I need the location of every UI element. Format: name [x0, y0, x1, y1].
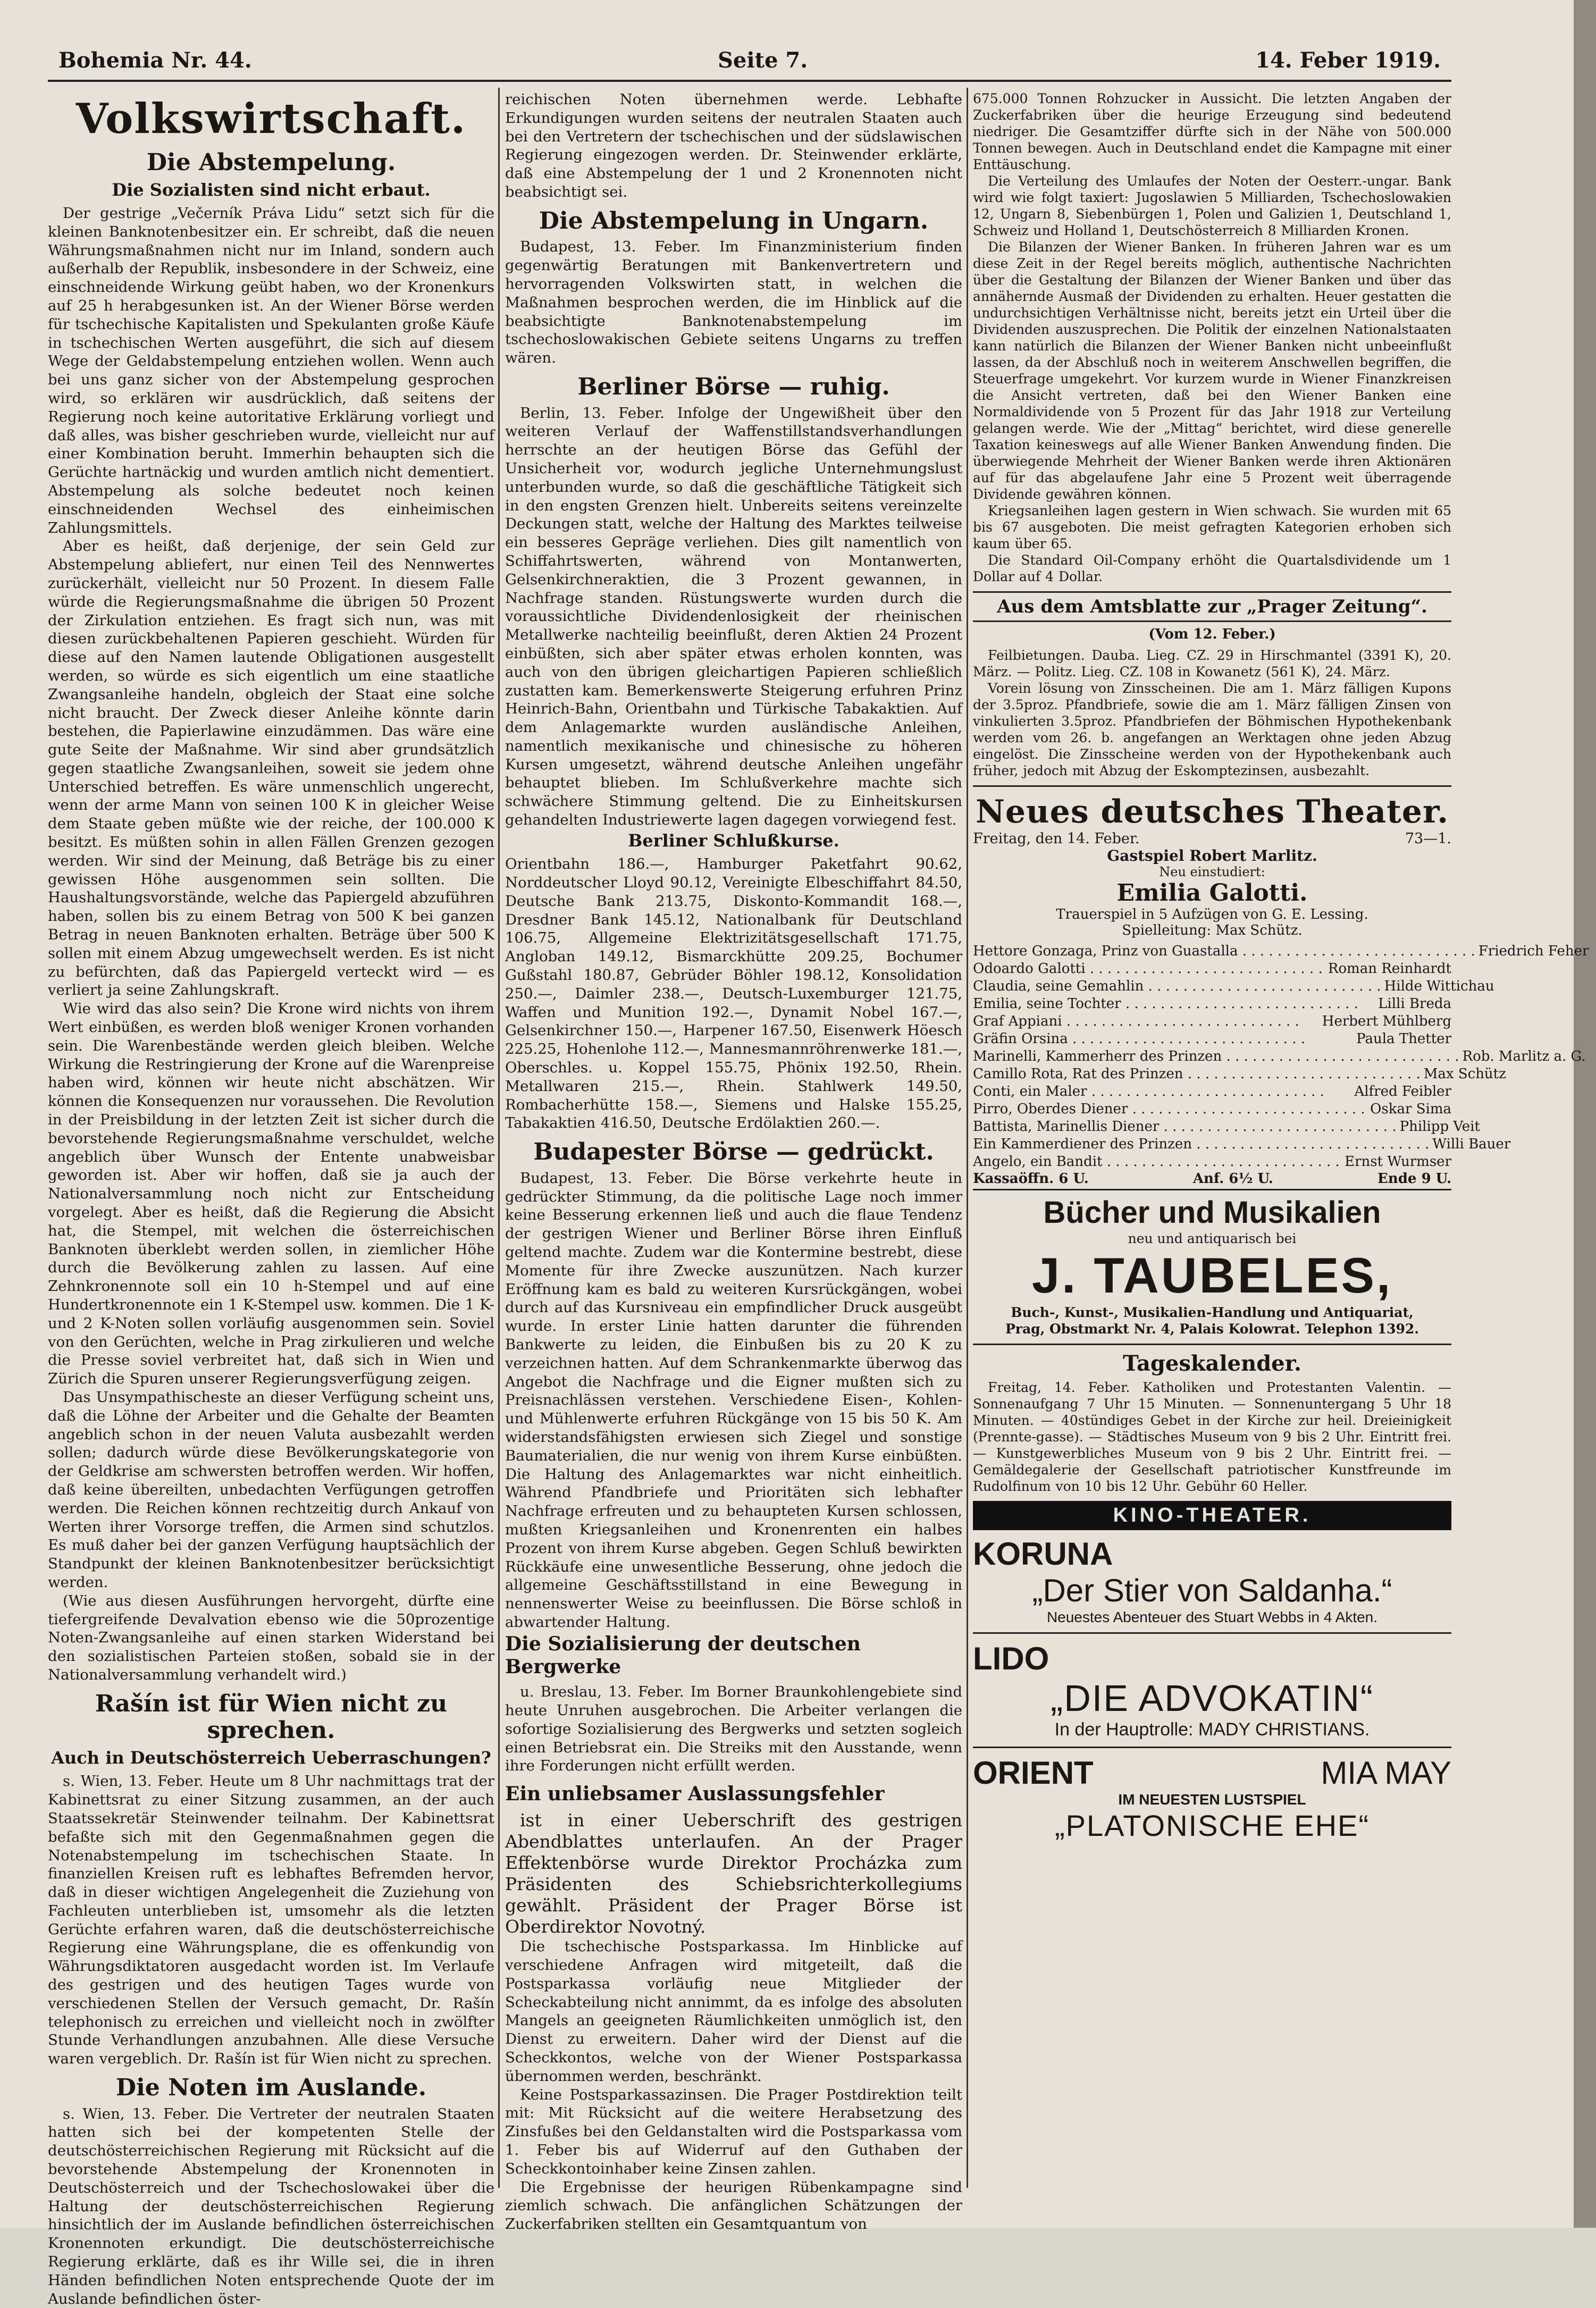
theater-guest: Gastspiel Robert Marlitz.: [1107, 847, 1317, 865]
article-paragraph: Die Ergebnisse der heurigen Rübenkampagne sind ziemlich schwach. Die anfänglichen Schätzungen der Zuckerfabriken stellten ein Gesamtquantum von: [505, 2178, 962, 2233]
cast-actor: Paula Thetter: [1356, 1031, 1451, 1047]
theater-end: Ende 9 U.: [1377, 1171, 1451, 1187]
cast-row: [973, 978, 1494, 995]
theater-new: Neu einstudiert:: [1159, 865, 1265, 880]
cast-row: [973, 1013, 1451, 1030]
cast-actor: Willi Bauer: [1432, 1136, 1511, 1153]
calendar-paragraph: Freitag, 14. Feber. Katholiken und Protestanten Valentin. — Sonnenaufgang 7 Uhr 15 Minuten. — Sonnenuntergang 5 Uhr 18 Minuten. — 40stündiges Gebet in der Kirche zur heil. Dreieinigkeit (Prennte-gasse). — Städtisches Museum von 9 bis 2 Uhr. Eintritt frei. — Kunstgewerbliches Museum von 9 bis 2 Uhr. Eintritt frei. — Gemäldegalerie der Gesellschaft patriotischer Kunstfreunde im Rudolfinum von 10 bis 12 Uhr. Gebühr 60 Heller.: [973, 1380, 1451, 1495]
cinema-banner: KINO-THEATER.: [973, 1501, 1451, 1530]
cast-role: Graf Appiani . . .: [973, 1013, 1319, 1030]
article-subtitle: Auch in Deutschösterreich Ueberraschungen?: [51, 1747, 491, 1768]
article-subtitle: Die Sozialisten sind nicht erbaut.: [112, 179, 431, 200]
film-subtitle: IM NEUESTEN LUSTSPIEL: [1118, 1791, 1306, 1808]
cast-role: Camillo Rota, Rat des Prinzen . . .: [973, 1065, 1421, 1083]
column-separator: [498, 88, 500, 2188]
article-paragraph: Die Verteilung des Umlaufes der Noten der Oesterr.-ungar. Bank wird wie folgt taxiert: Jugoslawien 5 Milliarden, Tschechoslowakien 12, Ungarn 8, Siebenbürgen 1, Polen und Galizien 1, Deutschland 1, Schweiz und Holland 1, Deutschösterreich 8 Milliarden Kronen.: [973, 173, 1451, 238]
page-header: [58, 43, 1441, 85]
article-paragraph: Budapest, 13. Feber. Im Finanzministerium finden gegenwärtig Beratungen mit Bankenvertretern und hervorragenden Volkswirten statt, in welchen die Maßnahmen besprochen werden, die im Hinblick auf die beabsichtigte Banknotenabstempelung im tschechoslowakischen Gebiete seitens Ungarns zu treffen wären.: [505, 238, 962, 367]
cast-role: Angelo, ein Bandit . . .: [973, 1153, 1341, 1171]
cast-row: [973, 960, 1451, 978]
film-title: „PLATONISCHE EHE“: [1054, 1809, 1370, 1843]
cast-actor: Ernst Wurmser: [1345, 1154, 1451, 1170]
cast-row: [973, 1136, 1511, 1153]
cinema-name: ORIENT: [973, 1755, 1094, 1791]
article-title: Ein unliebsamer Auslassungsfehler: [505, 1783, 885, 1806]
cast-actor: Roman Reinhardt: [1328, 961, 1451, 977]
theater-name: Neues deutsches Theater.: [976, 793, 1449, 831]
cast-actor: Philipp Veit: [1399, 1119, 1480, 1135]
cast-row: [973, 1118, 1480, 1136]
article-paragraph: Wie wird das also sein? Die Krone wird nichts von ihrem Wert einbüßen, es werden bloß weniger Kronen vorhanden sein. Die Warenbestände werden gleich bleiben. Welche Wirkung die Restringierung der Krone auf die Warenpreise haben wird, können wir heute nicht abschätzen. Wir können die Konsequenzen nur voraussehen. Die Revolution in der Preisbildung in der letzten Zeit ist sicher durch die bevorstehende Regierungsmaßnahme verschuldet, welche angeblich über Wunsch der Entente unabweisbar geworden ist. Aber wir hoffen, daß sie ja auch der Nationalversammlung noch nicht zur Entscheidung vorgelegt. Aber es heißt, daß die Regierung die Absicht hat, die Stempel, mit welchen die österreichischen Banknoten überklebt werden sollen, in ziemlicher Höhe durch die Bevölkerung zahlen zu lassen. Auf eine Zehnkronennote soll ein 10 h-Stempel und auf eine Hundertkronennote ein 1 K-Stempel usw. kommen. Die 1 K- und 2 K-Noten sollen vorläufig ausgenommen sein. Soviel von den Gerüchten, welche in Prag zirkulieren und welche die Presse soviel verbreitet hat, daß sich in Wien und Zürich die Spuren unserer Regierungsverfügung zeigen.: [48, 1000, 494, 1388]
article-paragraph: Aber es heißt, daß derjenige, der sein Geld zur Abstempelung abliefert, nur einen Teil des Nennwertes zurückerhält, vielleicht nur 50 Prozent. In diesem Falle würde die Regierungsmaßnahme die übrigen 50 Prozent der Zirkulation entziehen. Es fragt sich nun, was mit diesen zurückbehaltenen Papieren geschieht. Würden für diese auf den Namen lautende Obligationen ausgestellt werden, so würde es sich eigentlich um eine staatliche Zwangsanleihe handeln, obgleich der Staat eine solche nicht braucht. Der Zweck dieser Anleihe könnte darin bestehen, die Papierlawine einzudämmen. Das wäre eine gute Seite der Maßnahme. Wir sind aber grundsätzlich gegen staatliche Zwangsanleihen, soweit sie jedem ohne Unterschied betreffen. Es wäre unmenschlich ungerecht, wenn der arme Mann von seinen 100 K in gleicher Weise dem Staate geben müßte wie der reiche, der 100.000 K besitzt. Es müßten sohin in allen Fällen Grenzen gezogen werden. Wir sind der Meinung, daß Beträge bis zu einer gewissen Höhe ausgenommen sein sollten. Die Haushaltungsvorstände, welche das Papiergeld abzuführen haben, sollen bis zu einem Betrag von 500 K bei ganzen Betrag in neuen Banknoten erhalten. Beträge über 500 K sollen mit einem Abzug umgewechselt werden. Es ist nicht zu befürchten, daß das Papiergeld verteckt wird — es verliert ja seine Zahlungskraft.: [48, 538, 494, 999]
article-paragraph: Die Standard Oil-Company erhöht die Quartalsdividende um 1 Dollar auf 4 Dollar.: [973, 552, 1451, 584]
cast-role: Emilia, seine Tochter . . .: [973, 995, 1375, 1013]
film-title: „DIE ADVOKATIN“: [1050, 1677, 1374, 1719]
bookstore-address: Prag, Obstmarkt Nr. 4, Palais Kolowrat. Telephon 1392.: [1005, 1321, 1419, 1337]
stock-quotes: Orientbahn 186.—, Hamburger Paketfahrt 90.62, Norddeutscher Lloyd 90.12, Vereinigte Elbeschiffahrt 84.50, Deutsche Bank 213.75, Diskonto-Kommandit 168.—, Dresdner Bank 145.12, Nationalbank für Deutschland 106.75, Allgemeine Elektrizitätsgesellschaft 171.75, Angloban 149.12, Bismarckhütte 209.25, Bochumer Gußstahl 180.87, Gebrüder Böhler 198.12, Konsolidation 250.—, Daimler 238.—, Deutsch-Luxemburger 121.75, Waffen und Munition 192.—, Dynamit Nobel 167.—, Gelsenkirchner 150.—, Harpener 167.50, Eisenwerk Höesch 225.25, Hohenlohe 112.—, Mannesmannröhrenwerke 181.—, Oberschles. u. Koppel 155.75, Phönix 192.50, Rhein. Metallwaren 215.—, Rhein. Stahlwerk 149.50, Rombacherhütte 158.—, Siemens und Halske 155.25, Tabakaktien 416.50, Deutsche Erdölaktien 260.—.: [505, 855, 962, 1132]
column-1: [48, 90, 494, 2307]
article-title: Die Abstempelung in Ungarn.: [539, 207, 929, 234]
theater-date: Freitag, den 14. Feber.: [973, 830, 1140, 847]
column-2: [505, 90, 962, 2233]
theater-director: Spielleitung: Max Schütz.: [1122, 922, 1303, 939]
article-title: Die Abstempelung.: [146, 149, 396, 176]
article-title: Berliner Börse — ruhig.: [577, 373, 890, 400]
theater-times: [973, 1171, 1451, 1190]
cast-role: Pirro, Oberdes Diener . . .: [973, 1101, 1367, 1118]
cast-row: [973, 1030, 1451, 1048]
bookstore-name: J. TAUBELES,: [1031, 1247, 1393, 1304]
official-gazette-date: (Vom 12. Feber.): [1148, 626, 1276, 642]
article-paragraph: Keine Postsparkassazinsen. Die Prager Postdirektion teilt mit: Mit Rücksicht auf die weitere Herabsetzung des Zinsfußes bei den Geldanstalten wird die Postsparkassa vom 1. Feber bis auf Widerruf auf den Guthaben der Scheckkontoinhaber keine Zinsen zahlen.: [505, 2086, 962, 2177]
theater-number: 73—1.: [1405, 830, 1451, 847]
divider: [973, 1632, 1451, 1634]
divider: [973, 1344, 1451, 1345]
article-title: Budapester Börse — gedrückt.: [533, 1138, 934, 1166]
official-gazette-title: Aus dem Amtsblatte zur „Prager Zeitung“.: [973, 591, 1451, 622]
column-3: [973, 90, 1589, 2190]
cast-actor: Hilde Wittichau: [1384, 978, 1494, 995]
theater-play: Emilia Galotti.: [1116, 879, 1308, 907]
article-paragraph: reichischen Noten übernehmen werde. Lebhafte Erkundigungen wurden seitens der neutralen Staaten auch bei den Vertretern der tschechischen und der südslawischen Regierung eingezogen werden. Dr. Steinwender erklärte, daß eine Abstempelung der 1 und 2 Kronennoten nicht beabsichtigt sei.: [505, 91, 962, 200]
cast-role: Ein Kammerdiener des Prinzen . . .: [973, 1136, 1429, 1153]
article-title: Die Sozialisierung der deutschen Bergwerke: [505, 1632, 861, 1678]
bookstore-line: Buch-, Kunst-, Musikalien-Handlung und Antiquariat,: [1011, 1305, 1414, 1321]
article-paragraph: ist in einer Ueberschrift des gestrigen Abendblattes unterlaufen. An der Prager Effektenbörse wurde Direktor Procházka zum Präsidenten des Schiebsrichterkollegiums gewählt. Präsident der Prager Börse ist Oberdirektor Novotný.: [505, 1810, 962, 1937]
film-subtitle: In der Hauptrolle: MADY CHRISTIANS.: [1054, 1719, 1370, 1740]
article-title: Die Noten im Auslande.: [115, 2074, 427, 2102]
divider: [973, 785, 1451, 787]
article-title: Rašín ist für Wien nicht zu sprechen.: [95, 1690, 448, 1744]
cast-role: Battista, Marinellis Diener . . .: [973, 1118, 1397, 1136]
cast-row: [973, 1101, 1451, 1118]
film-subtitle: Neuestes Abenteuer des Stuart Webbs in 4 Akten.: [1046, 1609, 1378, 1626]
cinema-name: KORUNA: [973, 1536, 1113, 1572]
article-subtitle: Berliner Schlußkurse.: [628, 830, 839, 851]
cast-row: [973, 943, 1589, 960]
cast-row: [973, 1153, 1451, 1171]
cast-row: [973, 1083, 1451, 1101]
article-paragraph: 675.000 Tonnen Rohzucker in Aussicht. Die letzten Angaben der Zuckerfabriken über die heurige Erzeugung sind bedeutend niedriger. Die Gesamtziffer dürfte sich in der Nähe von 500.000 Tonnen bewegen. Auch in Deutschland endet die Kampagne mit einer Enttäuschung.: [973, 91, 1451, 172]
bookstore-ad: [973, 1195, 1451, 1337]
bookstore-title: Bücher und Musikalien: [1043, 1195, 1381, 1230]
header-page-number: Seite 7.: [718, 48, 808, 73]
header-issue: Bohemia Nr. 44.: [58, 48, 252, 73]
theater-start: Anf. 6½ U.: [1192, 1171, 1273, 1187]
article-paragraph: (Wie aus diesen Ausführungen hervorgeht, dürfte eine tiefergreifende Devalvation ebenso wie die 50prozentige Noten-Zwangsanleihe auf einen starken Widerstand bei den sozialistischen Parteien stoßen, sobald sie in der Nationalversammlung verhandelt wird.): [48, 1592, 494, 1683]
article-paragraph: Die Bilanzen der Wiener Banken. In früheren Jahren war es um diese Zeit in der Regel bereits möglich, authentische Nachrichten über die Gestaltung der Bilanzen der Wiener Banken und über das annähernde Ausmaß der Dividenden zu erhalten. Heuer gestatten die undurchsichtigen Verhältnisse nicht, bereits jetzt ein Urteil über die Dividenden auszusprechen. Die Politik der einzelnen Nationalstaaten kann natürlich die Bilanzen der Wiener Banken nicht unbeeinflußt lassen, da der Abschluß noch in weiterem Anschwellen begriffen, die Steuerfrage umgekehrt. Vor kurzem wurde in Wiener Finanzkreisen die Ansicht vertreten, daß bei den Wiener Banken eine Normaldividende von 5 Prozent für das Jahr 1918 zur Verteilung gelangen werde. Wie der „Mittag“ berichtet, wird diese generelle Taxation keineswegs auf alle Wiener Banken Anwendung finden. Die überwiegende Mehrheit der Wiener Banken werde ihren Aktionären auf für das abgelaufene Jahr eine 5 Prozent weit überragende Dividende gewähren können.: [973, 239, 1451, 502]
cinema-row: [973, 1755, 1451, 1791]
header-rule: [48, 80, 1451, 82]
cast-role: Gräfin Orsina . . .: [973, 1030, 1353, 1048]
article-paragraph: Der gestrige „Večerník Práva Lidu“ setzt sich für die kleinen Banknotenbesitzer ein. Er schreibt, daß die neuen Währungsmaßnahmen nicht nur im Inland, sondern auch außerhalb der Republik, insbesondere in der Schweiz, eine einschneidende Wirkung geübt haben, wo der Kronenkurs auf 25 h herabgesunken ist. An der Wiener Börse werden für tschechische Kapitalisten und Spekulanten große Käufe in tschechischen Werten ausgeführt, die sich auf diesem Wege der Geldabstempelung entziehen wollen. Wenn auch bei uns ganz sicher von der Abstempelung gesprochen wird, so erklären wir ausdrücklich, daß seitens der Regierung noch keine autoritative Erklärung vorliegt und daß alles, was bisher geschrieben wurde, vielleicht nur auf einer Kombination beruht. Immerhin behaupten sich die Gerüchte hartnäckig und wurden amtlich nicht dementiert. Abstempelung als solche bedeutet noch keinen einschneidenden Wechsel des einheimischen Zahlungsmittels.: [48, 204, 494, 536]
cast-role: Odoardo Galotti . . .: [973, 960, 1325, 978]
page-edge: [1574, 0, 1596, 2228]
section-title: Volkswirtschaft.: [75, 95, 467, 143]
article-paragraph: Budapest, 13. Feber. Die Börse verkehrte heute in gedrückter Stimmung, da die politische Lage noch immer keine Besserung erkennen ließ und auch die flaue Tendenz der gestrigen Wiener und Berliner Börse ihren Einfluß geltend machte. Zudem war die Kontermine bestrebt, diese Momente für ihre Zwecke auszunützen. Nach kurzer Eröffnung kam es bald zu weiteren Kursrückgängen, wobei durch auf das Kursniveau ein empfindlicher Druck ausgeübt wurde. In erster Linie hatten darunter die führenden Bankwerte zu leiden, die Einbußen bis zu 20 K zu verzeichnen hatten. Auf dem Schrankenmarkte überwog das Angebot die Nachfrage und die Eigner mußten sich zu Preisnachlässen verstehen. Verschiedene Eisen-, Kohlen- und Mühlenwerte erfuhren Rückgänge von 15 bis 50 K. Am widerstandsfähigsten erwiesen sich Ziegel und sonstige Baumaterialien, die nur wenig von ihrem Kurse einbüßten. Die Haltung des Anlagemarktes war nicht einheitlich. Während Pfandbriefe und Prioritäten sich lebhafter Nachfrage erfreuten und zu behaupteten Kursen schlossen, mußten Kriegsanleihen und Kronenrenten ein halbes Prozent von ihrem Kurse abgeben. Gegen Schluß bewirkten Rückkäufe eine unwesentliche Besserung, ohne jedoch die allgemeine Geschäftsstillstand in eine Bewegung in nennenswerter Weise zu beeinflussen. Die Börse schloß in abwartender Haltung.: [505, 1169, 962, 1631]
theater-box-office: Kassaöffn. 6 U.: [973, 1171, 1089, 1187]
article-paragraph: s. Wien, 13. Feber. Die Vertreter der neutralen Staaten hatten sich bei der kompetenten Stelle der deutschösterreichischen Regierung mit Rücksicht auf die bevorstehende Abstempelung der Kronennoten in Deutschösterreich und der Tschechoslowakei über die Haltung der deutschösterreichischen Regierung hinsichtlich der im Auslande befindlichen österreichischen Kronennoten erkundigt. Die deutschösterreichische Regierung erklärte, daß es ihr Wille sei, die in ihren Händen befindlichen Noten entsprechende Quote der im Auslande befindlichen öster-: [48, 2105, 494, 2307]
header-date: 14. Feber 1919.: [1255, 48, 1441, 73]
cast-actor: Rob. Marlitz a. G.: [1462, 1048, 1586, 1065]
bookstore-subtitle: neu und antiquarisch bei: [1128, 1231, 1297, 1247]
article-paragraph: Die tschechische Postsparkassa. Im Hinblicke auf verschiedene Anfragen wird mitgeteilt, daß die Postsparkassa vorläufig neue Mitglieder der Scheckabteilung nicht annimmt, da es infolge des absoluten Mangels an geeigneten Räumlichkeiten unmöglich ist, den Dienst zu erweitern. Daher wird der Dienst auf die Scheckkontos, welche von der Wiener Postsparkassa übernommen werden, beschränkt.: [505, 1938, 962, 2085]
cast-actor: Herbert Mühlberg: [1322, 1013, 1451, 1030]
cast-row: [973, 995, 1451, 1013]
cast-actor: Oskar Sima: [1370, 1101, 1451, 1118]
cast-role: Hettore Gonzaga, Prinz von Guastalla . . .: [973, 943, 1475, 960]
article-paragraph: u. Breslau, 13. Feber. Im Borner Braunkohlengebiete sind heute Unruhen ausgebrochen. Die Arbeiter verlangen die sofortige Sozialisierung des Bergwerks und setzten sogleich einen Betriebsrat ein. Die Streiks mit den Ausstande, wenn ihre Forderungen nicht erfüllt werden.: [505, 1683, 962, 1775]
cast-role: Claudia, seine Gemahlin . . .: [973, 978, 1381, 995]
theater-description: Trauerspiel in 5 Aufzügen von G. E. Lessing.: [1056, 907, 1368, 923]
film-title: „Der Stier von Saldanha.“: [1032, 1573, 1392, 1609]
film-star: MIA MAY: [1321, 1755, 1451, 1791]
cast-row: [973, 1065, 1506, 1083]
divider: [973, 1747, 1451, 1748]
cinema-name: LIDO: [973, 1641, 1049, 1677]
article-paragraph: Vorein lösung von Zinsscheinen. Die am 1. März fälligen Kupons der 3.5proz. Pfandbriefe, sowie die am 1. März fälligen Zinsen von vinkulierten 3.5proz. Pfandbriefen der Böhmischen Hypothekenbank werden vom 26. b. angefangen an Werktagen ohne jeden Abzug eingelöst. Die Zinsscheine werden von der Hypothekenbank auch früher, jedoch mit Abzug der Eskomptezinsen, ausbezahlt.: [973, 681, 1451, 779]
article-paragraph: Das Unsympathischeste an dieser Verfügung scheint uns, daß die Löhne der Arbeiter und die Gehalte der Beamten angeblich schon in der neuen Valuta ausbezahlt werden sollen; dadurch würde diese Bevölkerungskategorie von der Geldkrise am schwersten betroffen werden. Wir hoffen, daß keine übereilten, unbedachten Verfügungen getroffen werden. Die Reichen können rechtzeitig durch Ankauf von Werten ihrer Vorsorge treffen, die Armen sind schutzlos. Es muß daher bei der ganzen Verfügung hauptsächlich der Standpunkt der kleinen Banknotenbesitzer berücksichtigt werden.: [48, 1388, 494, 1591]
theater-ad: [973, 793, 1451, 938]
cast-actor: Alfred Feibler: [1354, 1084, 1451, 1100]
article-paragraph: s. Wien, 13. Feber. Heute um 8 Uhr nachmittags trat der Kabinettsrat zu einer Sitzung zusammen, an der auch Staatssekretär Steinwender teilnahm. Der Kabinettsrat befaßte sich mit den Gegenmaßnahmen gegen die Notenabstempelung im tschechischen Staate. In finanziellen Kreisen ruft es lebhaftes Befremden hervor, daß in dieser wichtigen Angelegenheit die Zuziehung von Fachleuten unterblieben ist, umsomehr als die letzten Gerüchte erfahren waren, daß die deutschösterreichische Regierung eine Währungsplane, die es offenkundig von Währungsdiktatoren ausgedacht worden ist. Im Verlaufe des gestrigen und des heutigen Tages wurde von verschiedenen Stellen der Versuch gemacht, Dr. Rašín telephonisch zu erreichen und vielleicht noch in zwölfter Stunde Verhandlungen anzubahnen. Alle diese Versuche waren vergeblich. Dr. Rašín ist für Wien nicht zu sprechen.: [48, 1773, 494, 2068]
cast-actor: Lilli Breda: [1378, 996, 1451, 1012]
article-paragraph: Berlin, 13. Feber. Infolge der Ungewißheit über den weiteren Verlauf der Waffenstillstandsverhandlungen herrschte an der heutigen Börse das Gefühl der Unsicherheit vor, wodurch jegliche Unternehmungslust unterbunden wurde, so daß die geschäftliche Tätigkeit sich in den engsten Grenzen hielt. Unbereits seitens vereinzelte Deckungen statt, welche der Haltung des Marktes teilweise ein besseres Gepräge verliehen. Dies gilt namentlich von Schiffahrtswerten, während von Montanwerten, Gelsenkirchneraktien, die 3 Prozent gewannen, in Nachfrage standen. Rüstungswerte wurden durch die voraussichtliche Dividendenlosigkeit der rheinischen Metallwerke nachteilig beeinflußt, deren Aktien 24 Prozent einbüßten, sich aber später etwas erholen konnten, was auch von den übrigen gleichartigen Papieren schließlich zustatten kam. Bemerkenswerte Steigerung erfuhren Prinz Heinrich-Bahn, Orientbahn und Türkische Tabakaktien. Auf dem Anlagemarkte wurden ausländische Anleihen, namentlich mexikanische und chinesische zu höheren Kursen umgesetzt, während deutsche Anleihen ungefähr behauptet blieben. Im Schlußverkehre machte sich schwächere Stimmung geltend. Die zu Einheitskursen gehandelten Industriewerte lagen dagegen vorwiegend fest.: [505, 404, 962, 829]
cast-row: [973, 1048, 1586, 1065]
article-paragraph: Feilbietungen. Dauba. Lieg. CZ. 29 in Hirschmantel (3391 K), 20. März. — Politz. Lieg. CZ. 108 in Kowanetz (561 K), 24. März.: [973, 648, 1451, 680]
cast-role: Marinelli, Kammerherr des Prinzen . . .: [973, 1048, 1459, 1065]
cast-role: Conti, ein Maler . . .: [973, 1083, 1351, 1101]
calendar-title: Tageskalender.: [1123, 1351, 1301, 1377]
theater-date-row: [973, 830, 1451, 847]
cast-list: [973, 943, 1589, 1171]
cast-actor: Max Schütz: [1423, 1066, 1506, 1082]
column-separator: [967, 88, 968, 2188]
article-paragraph: Kriegsanleihen lagen gestern in Wien schwach. Sie wurden mit 65 bis 67 ausgeboten. Die meist gefragten Kategorien erhoben sich kaum über 65.: [973, 503, 1451, 551]
cast-actor: Friedrich Feher: [1478, 943, 1589, 960]
